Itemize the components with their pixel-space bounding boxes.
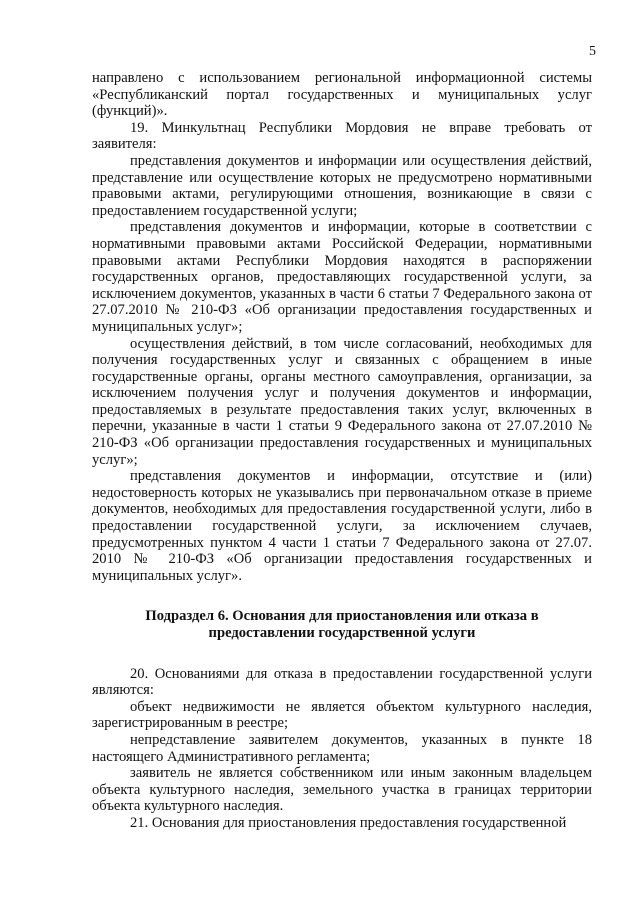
paragraph: 21. Основания для приостановления предоставления государственной	[130, 814, 567, 831]
paragraph: представления документов и информации или осуществления действий, представление или осуществление которых не предусмотрено нормативными правовыми актами, регулирующими отношения, возникающие в связи с предоставлением государственной услуги;	[92, 152, 592, 219]
paragraph: представления документов и информации, которые в соответствии с нормативными правовыми актами Российской Федерации, нормативными правовыми актами Республики Мордовия находятся в распоряжении государственных органов, предоставляющих государственной услуги, за исключением документов, указанных в части 6 статьи 7 Федерального закона от 27.07.2010 № 210-ФЗ «Об организации предоставления государственных и муниципальных услуг»;	[92, 219, 592, 335]
paragraph: 19. Минкультнац Республики Мордовия не вправе требовать от заявителя:	[92, 119, 592, 153]
section-heading: Подраздел 6. Основания для приостановления или отказа в предоставлении государственной услуги	[145, 608, 539, 641]
paragraph: осуществления действий, в том числе согласований, необходимых для получения государственных услуг и связанных с обращением в иные государственные органы, органы местного самоуправления, организации, за исключением получения услуг и получения документов и информации, предоставляемых в результате предоставления таких услуг, включенных в перечни, указанные в части 1 статьи 9 Федерального закона от 27.07.2010 № 210-ФЗ «Об организации предоставления государственных и муниципальных услуг»;	[92, 335, 592, 468]
document-body	[92, 70, 592, 832]
paragraph: направлено с использованием региональной информационной системы «Республиканский портал государственных и муниципальных услуг (функций)».	[92, 70, 592, 120]
paragraph: 20. Основаниями для отказа в предоставлении государственной услуги являются:	[92, 665, 592, 699]
paragraph: заявитель не является собственником или иным законным владельцем объекта культурного наследия, земельного участка в границах территории объекта культурного наследия.	[92, 765, 592, 815]
paragraph: представления документов и информации, отсутствие и (или) недостоверность которых не указывались при первоначальном отказе в приеме документов, необходимых для предоставления государственной услуги, либо в предоставлении государственной услуги, за исключением случаев, предусмотренных пунктом 4 части 1 статьи 7 Федерального закона от 27.07. 2010 № 210-ФЗ «Об организации предоставления государственных и муниципальных услуг».	[92, 468, 592, 584]
paragraph: непредставление заявителем документов, указанных в пункте 18 настоящего Административного регламента;	[92, 731, 592, 765]
page-number: 5	[589, 44, 596, 59]
paragraph: объект недвижимости не является объектом культурного наследия, зарегистрированным в реестре;	[92, 698, 592, 732]
